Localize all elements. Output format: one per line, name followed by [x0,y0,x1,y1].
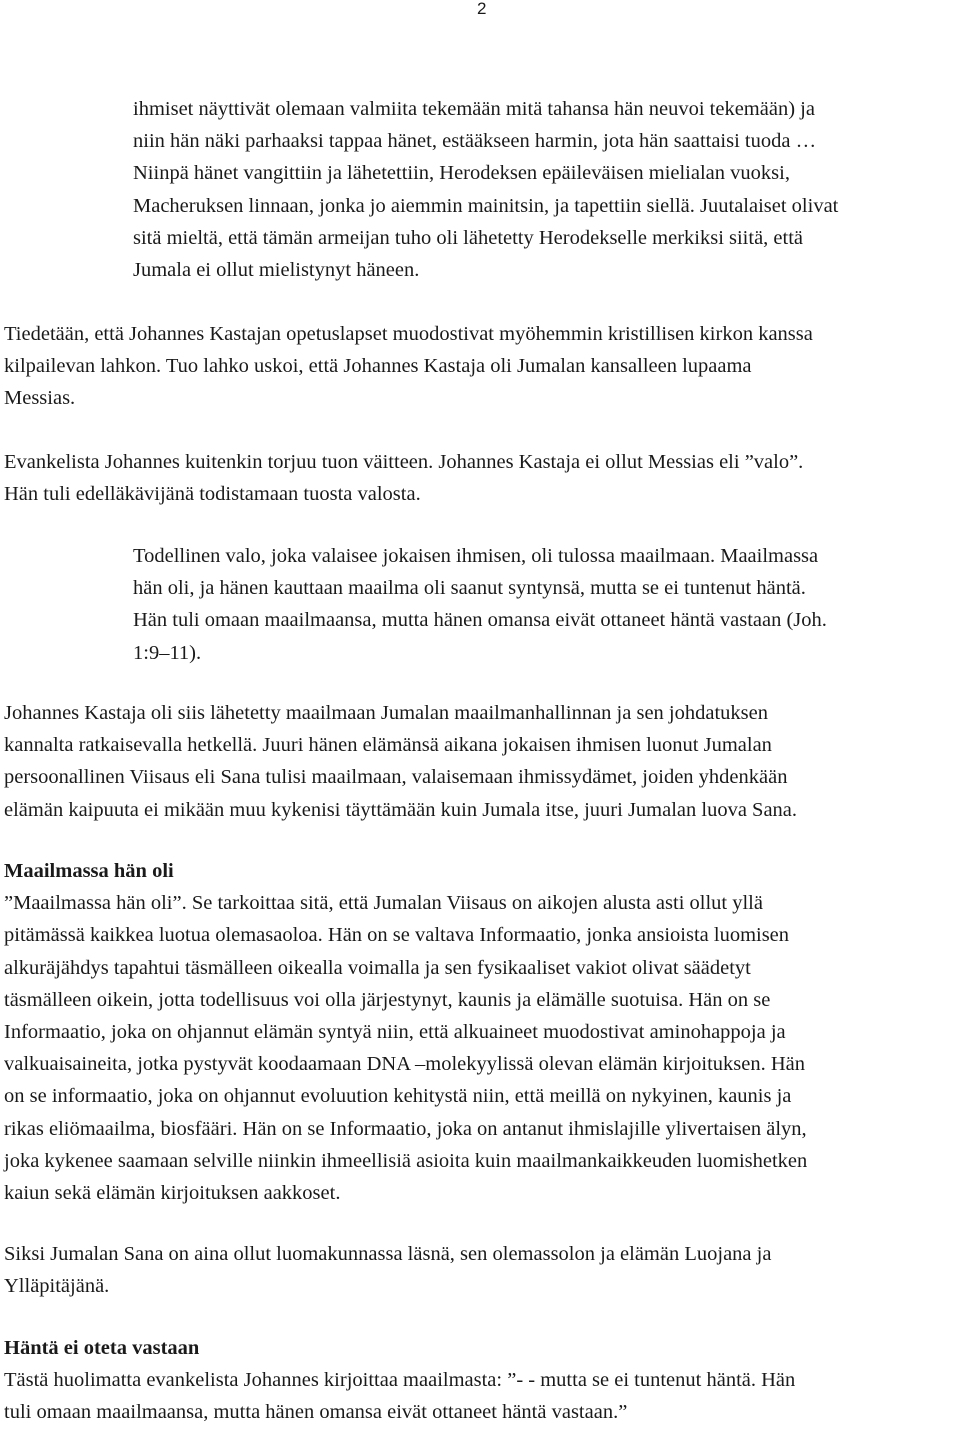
quote-line: Hän tuli omaan maailmaansa, mutta hänen omansa eivät ottaneet häntä vastaan (Joh. [133,609,827,632]
text-line: Siksi Jumalan Sana on aina ollut luomakunnassa läsnä, sen olemassolon ja elämän Luojana ja [4,1243,772,1265]
text-line: elämän kaipuuta ei mikään muu kykenisi täyttämään kuin Jumala itse, juuri Jumalan luova Sana. [4,798,798,821]
text-line: Messias. [4,387,76,410]
text-line: on se informaatio, joka on ohjannut evoluution kehitystä niin, että meillä on nykyinen, kaunis ja [4,1085,792,1108]
text-line: Informaatio, joka on ohjannut elämän syntyä niin, että alkuaineet muodostivat aminohappoja ja [4,1020,786,1043]
section-maailmassa [4,855,807,1209]
paragraph-word-present [4,1238,771,1302]
quote-line: hän oli, ja hänen kauttaan maailma oli saanut syntynsä, mutta se ei tuntenut häntä. [133,577,806,600]
section-hanta-ei-oteta [4,1332,795,1429]
text-line: sitä mieltä, että tämän armeijan tuho oli lähetetty Herodekselle merkiksi siitä, että [133,226,804,249]
text-line: niin hän näki parhaaksi tappaa hänet, estääkseen harmin, jota hän saattaisi tuoda … [133,130,817,153]
text-line: pitämässä kaikkea luotua olemasaoloa. Hän on se valtava Informaatio, jonka ansioista luomisen [4,924,790,947]
text-line: persoonallinen Viisaus eli Sana tulisi maailmaan, valaisemaan ihmissydämet, joiden yhdenkään [4,766,788,789]
text-line: täsmälleen oikein, jotta todellisuus voi olla järjestynyt, kaunis ja elämälle suotuisa. Hän on se [4,988,771,1011]
text-line: tuli omaan maailmaansa, mutta hänen omansa eivät ottaneet häntä vastaan.” [4,1401,628,1424]
paragraph-disciples-sect [4,318,813,415]
section-heading: Häntä ei oteta vastaan [4,1337,200,1359]
text-line: valkuaisaineita, jotka pystyvät koodaamaan DNA –molekyylissä olevan elämän kirjoituksen. Hän [4,1053,806,1076]
text-line: Jumala ei ollut mielistynyt häneen. [133,258,420,281]
section-heading: Maailmassa hän oli [4,860,174,882]
quote-line: 1:9–11). [133,641,202,664]
text-line: kaiun sekä elämän kirjoituksen aakkoset. [4,1181,341,1204]
page-number: 2 [477,0,487,18]
text-line: kannalta ratkaisevalla hetkellä. Juuri hänen elämänsä aikana jokaisen ihmisen luonut Jumalan [4,734,772,757]
block-quote-john [133,540,827,669]
text-line: ihmiset näyttivät olemaan valmiita tekemään mitä tahansa hän neuvoi tekemään) ja [133,98,815,120]
text-line: alkuräjähdys tapahtui täsmälleen oikealla voimalla ja sen fysikaaliset vakiot olivat säädetyt [4,956,751,979]
paragraph-evangelist-rejects [4,446,803,510]
text-line: rikas eliömaailma, biosfääri. Hän on se Informaatio, joka on antanut ihmislajille ylivertaisen älyn, [4,1117,807,1140]
text-line: Johannes Kastaja oli siis lähetetty maailmaan Jumalan maailmanhallinnan ja sen johdatuksen [4,702,768,724]
text-line: joka kykenee saamaan selville niinkin ihmeellisiä asioita kuin maailmankaikkeuden luomishetken [4,1149,808,1172]
text-line: Evankelista Johannes kuitenkin torjuu tuon väitteen. Johannes Kastaja ei ollut Messias eli ”valo”. [4,451,804,473]
text-line: Tiedetään, että Johannes Kastajan opetuslapset muodostivat myöhemmin kristillisen kirkon kanssa [4,323,813,345]
paragraph-john-sent [4,697,797,826]
paragraph-herod-continuation [133,93,838,286]
text-line: ”Maailmassa hän oli”. Se tarkoittaa sitä, että Jumalan Viisaus on aikojen alusta asti ollut yllä [4,892,763,915]
text-line: Niinpä hänet vangittiin ja lähetettiin, Herodeksen epäileväisen mielialan vuoksi, [133,162,790,185]
text-line: Tästä huolimatta evankelista Johannes kirjoittaa maailmasta: ”- - mutta se ei tuntenut häntä. Hän [4,1369,796,1392]
text-line: Hän tuli edelläkävijänä todistamaan tuosta valosta. [4,483,421,506]
text-line: kilpailevan lahkon. Tuo lahko uskoi, että Johannes Kastaja oli Jumalan kansalleen lupaama [4,355,752,378]
text-line: Macheruksen linnaan, jonka jo aiemmin mainitsin, ja tapettiin siellä. Juutalaiset olivat [133,194,839,217]
text-line: Ylläpitäjänä. [4,1275,110,1298]
quote-line: Todellinen valo, joka valaisee jokaisen ihmisen, oli tulossa maailmaan. Maailmassa [133,545,819,567]
